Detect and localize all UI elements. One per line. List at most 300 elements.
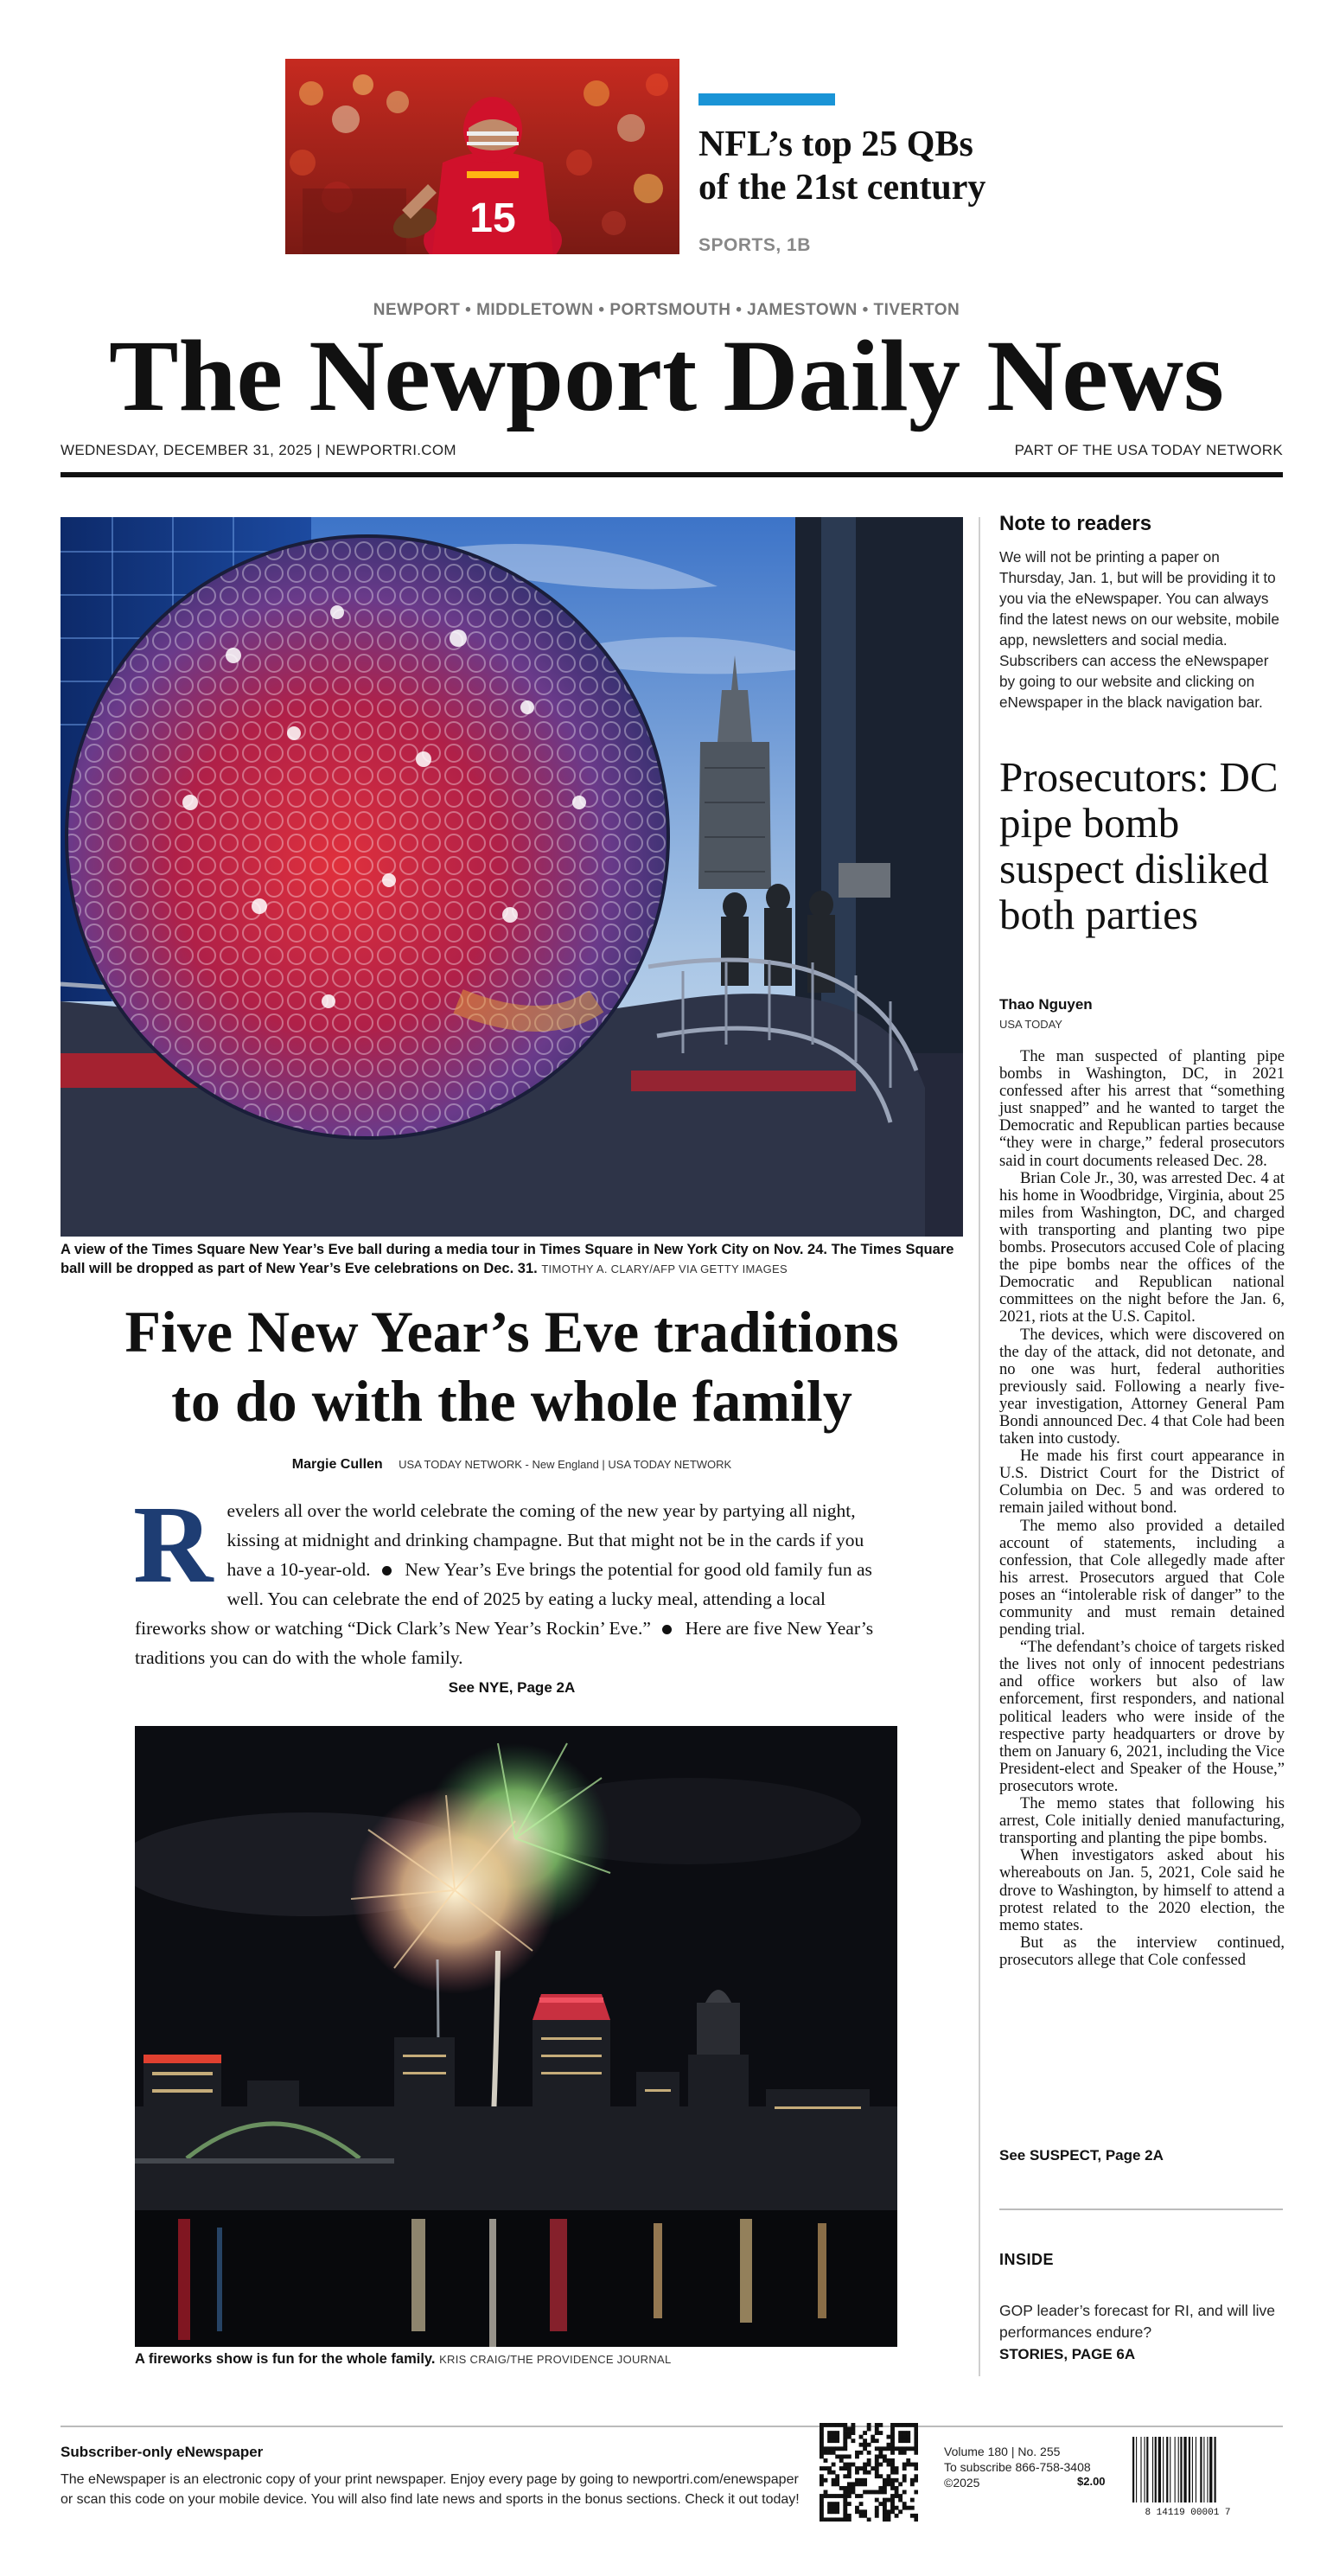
qr-module (895, 2478, 899, 2483)
qr-module (843, 2466, 847, 2471)
lead-photo-credit: TIMOTHY A. CLARY/AFP VIA GETTY IMAGES (541, 1262, 788, 1275)
qr-module (832, 2439, 836, 2443)
qr-module (902, 2423, 907, 2427)
qr-module (914, 2431, 918, 2435)
qr-module (902, 2463, 907, 2467)
qr-module (851, 2439, 855, 2443)
barcode-bar (1215, 2437, 1216, 2502)
qr-module (855, 2466, 859, 2471)
fireworks-photo-credit: KRIS CRAIG/THE PROVIDENCE JOURNAL (439, 2353, 672, 2366)
side-story-paragraph: The memo states that following his arrest, Cole initially denied manufacturing, transporting and planting the pipe bombs. (999, 1794, 1285, 1848)
qr-module (832, 2423, 836, 2427)
qr-module (835, 2439, 839, 2443)
qr-module (824, 2466, 828, 2471)
qr-module (906, 2435, 910, 2439)
qr-module (910, 2498, 915, 2502)
promo-section-label[interactable]: SPORTS, 1B (698, 235, 811, 255)
qr-module (902, 2439, 907, 2443)
qr-module (847, 2494, 851, 2498)
qr-module (890, 2458, 895, 2463)
qr-module (827, 2466, 832, 2471)
qr-module (902, 2506, 907, 2510)
fireworks-photo[interactable] (135, 1726, 897, 2347)
inside-label: INSIDE (999, 2251, 1055, 2268)
qr-module (906, 2463, 910, 2467)
qr-module (847, 2471, 851, 2475)
qr-module (855, 2509, 859, 2514)
qr-module (859, 2482, 864, 2486)
barcode-bar (1175, 2437, 1176, 2502)
qr-module (827, 2439, 832, 2443)
qr-module (855, 2471, 859, 2475)
qr-module (839, 2454, 844, 2458)
qr-module (898, 2431, 902, 2435)
qr-module (878, 2486, 883, 2490)
qr-module (875, 2490, 879, 2495)
qr-module (827, 2517, 832, 2522)
qr-module (827, 2423, 832, 2427)
qr-module (820, 2451, 824, 2455)
lead-headline[interactable] (61, 1297, 963, 1435)
qr-module (843, 2423, 847, 2427)
qr-module (820, 2517, 824, 2522)
qr-module (878, 2454, 883, 2458)
qr-module (890, 2466, 895, 2471)
qr-module (835, 2454, 839, 2458)
qr-module (839, 2466, 844, 2471)
qr-module (895, 2466, 899, 2471)
qr-module (827, 2471, 832, 2475)
qr-module (914, 2451, 918, 2455)
qr-module (843, 2509, 847, 2514)
qr-module (863, 2514, 867, 2518)
barcode-bar (1155, 2437, 1157, 2502)
promo-headline-line2: of the 21st century (698, 168, 986, 208)
qr-module (820, 2494, 824, 2498)
qr-module (887, 2446, 891, 2451)
qr-module (871, 2490, 875, 2495)
qr-module (878, 2446, 883, 2451)
lead-caption-text: A view of the Times Square New Year’s Eve ball during a media tour in Times Square in New York City on Nov. 24. The Times Square ball will be dropped as part of New Year’s Eve celebrations on Dec. 31. (61, 1242, 954, 1276)
qr-module (875, 2506, 879, 2510)
qr-module (914, 2466, 918, 2471)
qr-module (902, 2478, 907, 2483)
qr-module (820, 2514, 824, 2518)
qr-module (895, 2490, 899, 2495)
qr-module (820, 2502, 824, 2506)
qr-module (835, 2506, 839, 2510)
side-story-author[interactable]: Thao Nguyen (999, 996, 1093, 1013)
qr-module (887, 2474, 891, 2478)
qr-module (875, 2439, 879, 2443)
qr-module (890, 2482, 895, 2486)
qr-module (863, 2478, 867, 2483)
qr-module (851, 2423, 855, 2427)
qr-module (843, 2463, 847, 2467)
side-story-paragraph: “The defendant’s choice of targets risked the lives not only of innocent pedestrians and office workers but also of law enforcement, first responders, and national political leaders who were inside of the respective party headquarters or drove by them on January 6, 2021, including the Vice President-elect and Speaker of the House,” prosecutors wrote. (999, 1638, 1285, 1795)
fireworks-caption (135, 2351, 897, 2368)
qr-module (878, 2502, 883, 2506)
qr-module (824, 2478, 828, 2483)
qr-module (867, 2463, 871, 2467)
qr-module (890, 2471, 895, 2475)
qr-module (832, 2517, 836, 2522)
barcode-number: 8 14119 00001 7 (1145, 2508, 1231, 2516)
qr-module (890, 2506, 895, 2510)
qr-module (914, 2435, 918, 2439)
qr-module (832, 2446, 836, 2451)
qr-module (902, 2466, 907, 2471)
qr-module (827, 2509, 832, 2514)
qr-module (863, 2443, 867, 2447)
qr-module (902, 2431, 907, 2435)
qr-module (843, 2514, 847, 2518)
subscribe-phone: To subscribe 866-758-3408 (944, 2460, 1091, 2474)
qr-module (895, 2486, 899, 2490)
qr-module (875, 2454, 879, 2458)
qr-module (898, 2509, 902, 2514)
qr-module (883, 2506, 887, 2510)
qr-module (832, 2482, 836, 2486)
qr-module (890, 2423, 895, 2427)
qr-module (871, 2466, 875, 2471)
qr-module (867, 2458, 871, 2463)
qr-module (895, 2514, 899, 2518)
qr-module (835, 2435, 839, 2439)
qr-module (883, 2498, 887, 2502)
barcode-bar (1140, 2437, 1141, 2502)
promo-photo[interactable] (285, 59, 679, 254)
qr-module (863, 2466, 867, 2471)
qr-module (859, 2451, 864, 2455)
qr-module (898, 2439, 902, 2443)
lead-author-org: USA TODAY NETWORK - New England | USA TODAY NETWORK (399, 1458, 732, 1471)
qr-module (883, 2514, 887, 2518)
qr-module (835, 2509, 839, 2514)
masthead-title (0, 313, 1333, 443)
qr-module (902, 2451, 907, 2455)
promo-accent-bar (698, 93, 835, 105)
publication-info (944, 2444, 1091, 2490)
qr-module (859, 2435, 864, 2439)
qr-module (906, 2458, 910, 2463)
qr-module (847, 2466, 851, 2471)
qr-module (890, 2502, 895, 2506)
barcode-bar (1178, 2437, 1179, 2502)
qr-module (914, 2439, 918, 2443)
qr-code-icon[interactable] (820, 2423, 918, 2522)
qr-module (875, 2427, 879, 2432)
qr-module (867, 2490, 871, 2495)
qr-module (902, 2490, 907, 2495)
qr-module (875, 2514, 879, 2518)
qr-module (832, 2471, 836, 2475)
qr-module (824, 2490, 828, 2495)
barcode-icon (1127, 2437, 1248, 2516)
note-body: We will not be printing a paper on Thursday, Jan. 1, but will be providing it to you via the eNewspaper. You can always find the latest news on our website, mobile app, newsletters and social media. Subscribers can access the eNewspaper by going to our website and clicking on eNewspaper in the black navigation bar. (999, 548, 1279, 711)
barcode-bar (1136, 2437, 1137, 2502)
qr-module (820, 2509, 824, 2514)
qr-module (843, 2506, 847, 2510)
qr-module (824, 2458, 828, 2463)
qr-module (863, 2482, 867, 2486)
qr-module (855, 2478, 859, 2483)
side-story-paragraph: When investigators asked about his whereabouts on Jan. 5, 2021, Cole said he drove to Washington, by himself to attend a protest related to the 2020 election, the memo states. (999, 1846, 1285, 1934)
qr-module (832, 2463, 836, 2467)
qr-module (878, 2431, 883, 2435)
qr-module (883, 2446, 887, 2451)
qr-module (910, 2446, 915, 2451)
qr-module (847, 2514, 851, 2518)
qr-module (839, 2494, 844, 2498)
qr-module (875, 2466, 879, 2471)
qr-module (824, 2451, 828, 2455)
qr-module (827, 2506, 832, 2510)
qr-module (855, 2454, 859, 2458)
inside-teaser[interactable]: GOP leader’s forecast for RI, and will live performances endure? (999, 2302, 1276, 2341)
price: $2.00 (1077, 2475, 1106, 2488)
qr-module (835, 2502, 839, 2506)
barcode-bar (1183, 2437, 1186, 2502)
qr-module (875, 2474, 879, 2478)
qr-module (859, 2443, 864, 2447)
qr-module (878, 2423, 883, 2427)
side-story-headline[interactable]: Prosecutors: DC pipe bomb suspect disliked both parties (999, 753, 1279, 938)
qr-module (832, 2494, 836, 2498)
qr-module (914, 2474, 918, 2478)
qr-module (914, 2427, 918, 2432)
qr-module (887, 2509, 891, 2514)
qr-module (863, 2439, 867, 2443)
qr-module (835, 2517, 839, 2522)
qr-module (910, 2506, 915, 2510)
qr-module (820, 2427, 824, 2432)
promo-headline[interactable] (698, 123, 1079, 209)
barcode-bar (1203, 2437, 1204, 2502)
qr-module (902, 2435, 907, 2439)
qr-module (843, 2494, 847, 2498)
qr-module (835, 2474, 839, 2478)
qr-module (855, 2506, 859, 2510)
barcode-bar (1189, 2437, 1190, 2502)
qr-module (832, 2478, 836, 2483)
qr-module (875, 2431, 879, 2435)
qr-module (843, 2454, 847, 2458)
qr-module (863, 2509, 867, 2514)
qr-module (843, 2517, 847, 2522)
qr-module (843, 2474, 847, 2478)
qr-module (890, 2451, 895, 2455)
lead-headline-line1: Five New Year’s Eve traditions (124, 1299, 899, 1365)
qr-module (878, 2490, 883, 2495)
lead-photo[interactable] (61, 517, 963, 1237)
qr-module (820, 2439, 824, 2443)
inside-link[interactable]: STORIES, PAGE 6A (999, 2346, 1136, 2362)
qr-module (859, 2478, 864, 2483)
qr-module (887, 2517, 891, 2522)
qr-module (843, 2446, 847, 2451)
qr-module (843, 2435, 847, 2439)
qr-module (906, 2446, 910, 2451)
qr-module (875, 2463, 879, 2467)
qr-module (851, 2490, 855, 2495)
lead-body (133, 1483, 897, 1672)
qr-module (910, 2478, 915, 2483)
qr-module (895, 2423, 899, 2427)
qr-module (855, 2494, 859, 2498)
qr-module (820, 2498, 824, 2502)
qr-module (898, 2482, 902, 2486)
barcode-bar (1192, 2437, 1193, 2502)
barcode-bar (1207, 2437, 1208, 2502)
lead-jump-link[interactable]: See NYE, Page 2A (448, 1679, 576, 1696)
barcode-bar (1180, 2437, 1182, 2502)
qr-module (847, 2502, 851, 2506)
barcode-bar (1158, 2437, 1161, 2502)
lead-body-part2: New Year’s Eve brings the potential for good old family fun as well. You can celebrate the end of 2025 by eating a lucky meal, attending a local fireworks show or watching “Dick Clark’s New Year’s Rockin’ Eve.” (135, 1559, 872, 1639)
qr-module (827, 2431, 832, 2435)
qr-module (827, 2446, 832, 2451)
qr-module (895, 2494, 899, 2498)
qr-module (887, 2435, 891, 2439)
qr-module (855, 2451, 859, 2455)
side-story-body (999, 1048, 1285, 1969)
qr-module (906, 2423, 910, 2427)
qr-module (898, 2498, 902, 2502)
qr-module (898, 2446, 902, 2451)
lead-byline (61, 1457, 963, 1473)
qr-module (832, 2506, 836, 2510)
qr-module (859, 2509, 864, 2514)
qr-module (898, 2451, 902, 2455)
qr-module (847, 2454, 851, 2458)
lead-author[interactable]: Margie Cullen (291, 1457, 383, 1472)
qr-module (851, 2427, 855, 2432)
qr-module (878, 2451, 883, 2455)
qr-module (895, 2446, 899, 2451)
qr-module (875, 2498, 879, 2502)
qr-module (824, 2423, 828, 2427)
qr-module (890, 2463, 895, 2467)
qr-module (906, 2439, 910, 2443)
qr-module (867, 2423, 871, 2427)
qr-module (832, 2451, 836, 2455)
qr-module (887, 2498, 891, 2502)
qr-module (820, 2446, 824, 2451)
volume-number: Volume 180 | No. 255 (944, 2445, 1061, 2458)
date-line: WEDNESDAY, DECEMBER 31, 2025 | NEWPORTRI.COM (61, 442, 456, 458)
qr-module (851, 2486, 855, 2490)
qr-module (871, 2439, 875, 2443)
qr-module (859, 2494, 864, 2498)
qr-module (883, 2490, 887, 2495)
note-title: Note to readers (999, 512, 1152, 535)
qr-module (878, 2463, 883, 2467)
qr-module (914, 2478, 918, 2483)
qr-module (890, 2509, 895, 2514)
qr-module (890, 2439, 895, 2443)
qr-module (914, 2443, 918, 2447)
footer-title: Subscriber-only eNewspaper (61, 2444, 264, 2460)
qr-module (847, 2517, 851, 2522)
qr-module (863, 2431, 867, 2435)
qr-module (824, 2517, 828, 2522)
qr-module (875, 2471, 879, 2475)
masthead-towns: NEWPORT • MIDDLETOWN • PORTSMOUTH • JAMESTOWN • TIVERTON (373, 301, 960, 319)
qr-module (890, 2446, 895, 2451)
side-story-paragraph: The devices, which were discovered on the day of the attack, did not detonate, and no one was hurt, federal authorities previously said. Following a nearly five-year investigation, Attorney General Pam Bondi announced Dec. 4 that Cole had been taken into custody. (999, 1325, 1285, 1448)
side-story-paragraph: The man suspected of planting pipe bombs in Washington, DC, in 2021 confessed after his arrest that “something just snapped” and he wanted to target the Democratic and Republican parties because “they were in charge,” federal prosecutors said in court documents released Dec. 28. (999, 1047, 1285, 1170)
qr-module (914, 2490, 918, 2495)
qr-module (843, 2502, 847, 2506)
qr-module (847, 2431, 851, 2435)
qr-module (887, 2463, 891, 2467)
qr-module (824, 2494, 828, 2498)
qr-module (859, 2466, 864, 2471)
qr-module (887, 2458, 891, 2463)
qr-module (910, 2423, 915, 2427)
qr-module (847, 2474, 851, 2478)
qr-module (832, 2431, 836, 2435)
side-story-paragraph: The memo also provided a detailed account of statements, including a confession, that Cole allegedly made after his arrest. Prosecutors argued that Cole poses an “intolerable risk of danger” to the community and must remain detained pending trial. (999, 1516, 1285, 1640)
qr-module (890, 2498, 895, 2502)
qr-module (914, 2463, 918, 2467)
qr-module (820, 2466, 824, 2471)
inside-divider (999, 2208, 1283, 2210)
qr-module (820, 2431, 824, 2435)
side-story-author-org: USA TODAY (999, 1018, 1062, 1031)
qr-module (890, 2486, 895, 2490)
masthead-rule (61, 472, 1283, 477)
bullet-icon (382, 1566, 392, 1576)
qr-module (843, 2431, 847, 2435)
qr-module (847, 2435, 851, 2439)
qr-module (910, 2463, 915, 2467)
qr-module (910, 2514, 915, 2518)
side-story-jump-link[interactable]: See SUSPECT, Page 2A (999, 2147, 1164, 2164)
qr-module (883, 2454, 887, 2458)
qr-module (914, 2446, 918, 2451)
qr-module (898, 2435, 902, 2439)
qr-module (843, 2490, 847, 2495)
qr-module (883, 2478, 887, 2483)
qr-module (851, 2463, 855, 2467)
qr-module (832, 2502, 836, 2506)
lead-dropcap: R (133, 1483, 214, 1606)
qr-module (832, 2509, 836, 2514)
qr-module (914, 2423, 918, 2427)
side-story-paragraph: Brian Cole Jr., 30, was arrested Dec. 4 at his home in Woodbridge, Virginia, about 25 miles from Washington, DC, and charged with transporting and planting two pipe bombs. Prosecutors accused Cole of placing the pipe bombs near the offices of the Democratic and Republican national committees on the night before the Jan. 6, 2021, riots at the U.S. Capitol. (999, 1168, 1285, 1326)
qr-module (839, 2458, 844, 2463)
qr-module (902, 2446, 907, 2451)
qr-module (875, 2509, 879, 2514)
qr-module (827, 2451, 832, 2455)
qr-module (867, 2471, 871, 2475)
promo-headline-line1: NFL’s top 25 QBs (698, 125, 973, 164)
qr-module (890, 2494, 895, 2498)
qr-module (863, 2446, 867, 2451)
qr-module (890, 2431, 895, 2435)
qr-module (887, 2443, 891, 2447)
qr-module (820, 2482, 824, 2486)
barcode-bar (1163, 2437, 1164, 2502)
qr-module (867, 2517, 871, 2522)
qr-module (820, 2478, 824, 2483)
qr-module (847, 2463, 851, 2467)
qr-module (820, 2454, 824, 2458)
qr-module (820, 2474, 824, 2478)
fireworks-caption-text: A fireworks show is fun for the whole family. (135, 2351, 436, 2367)
